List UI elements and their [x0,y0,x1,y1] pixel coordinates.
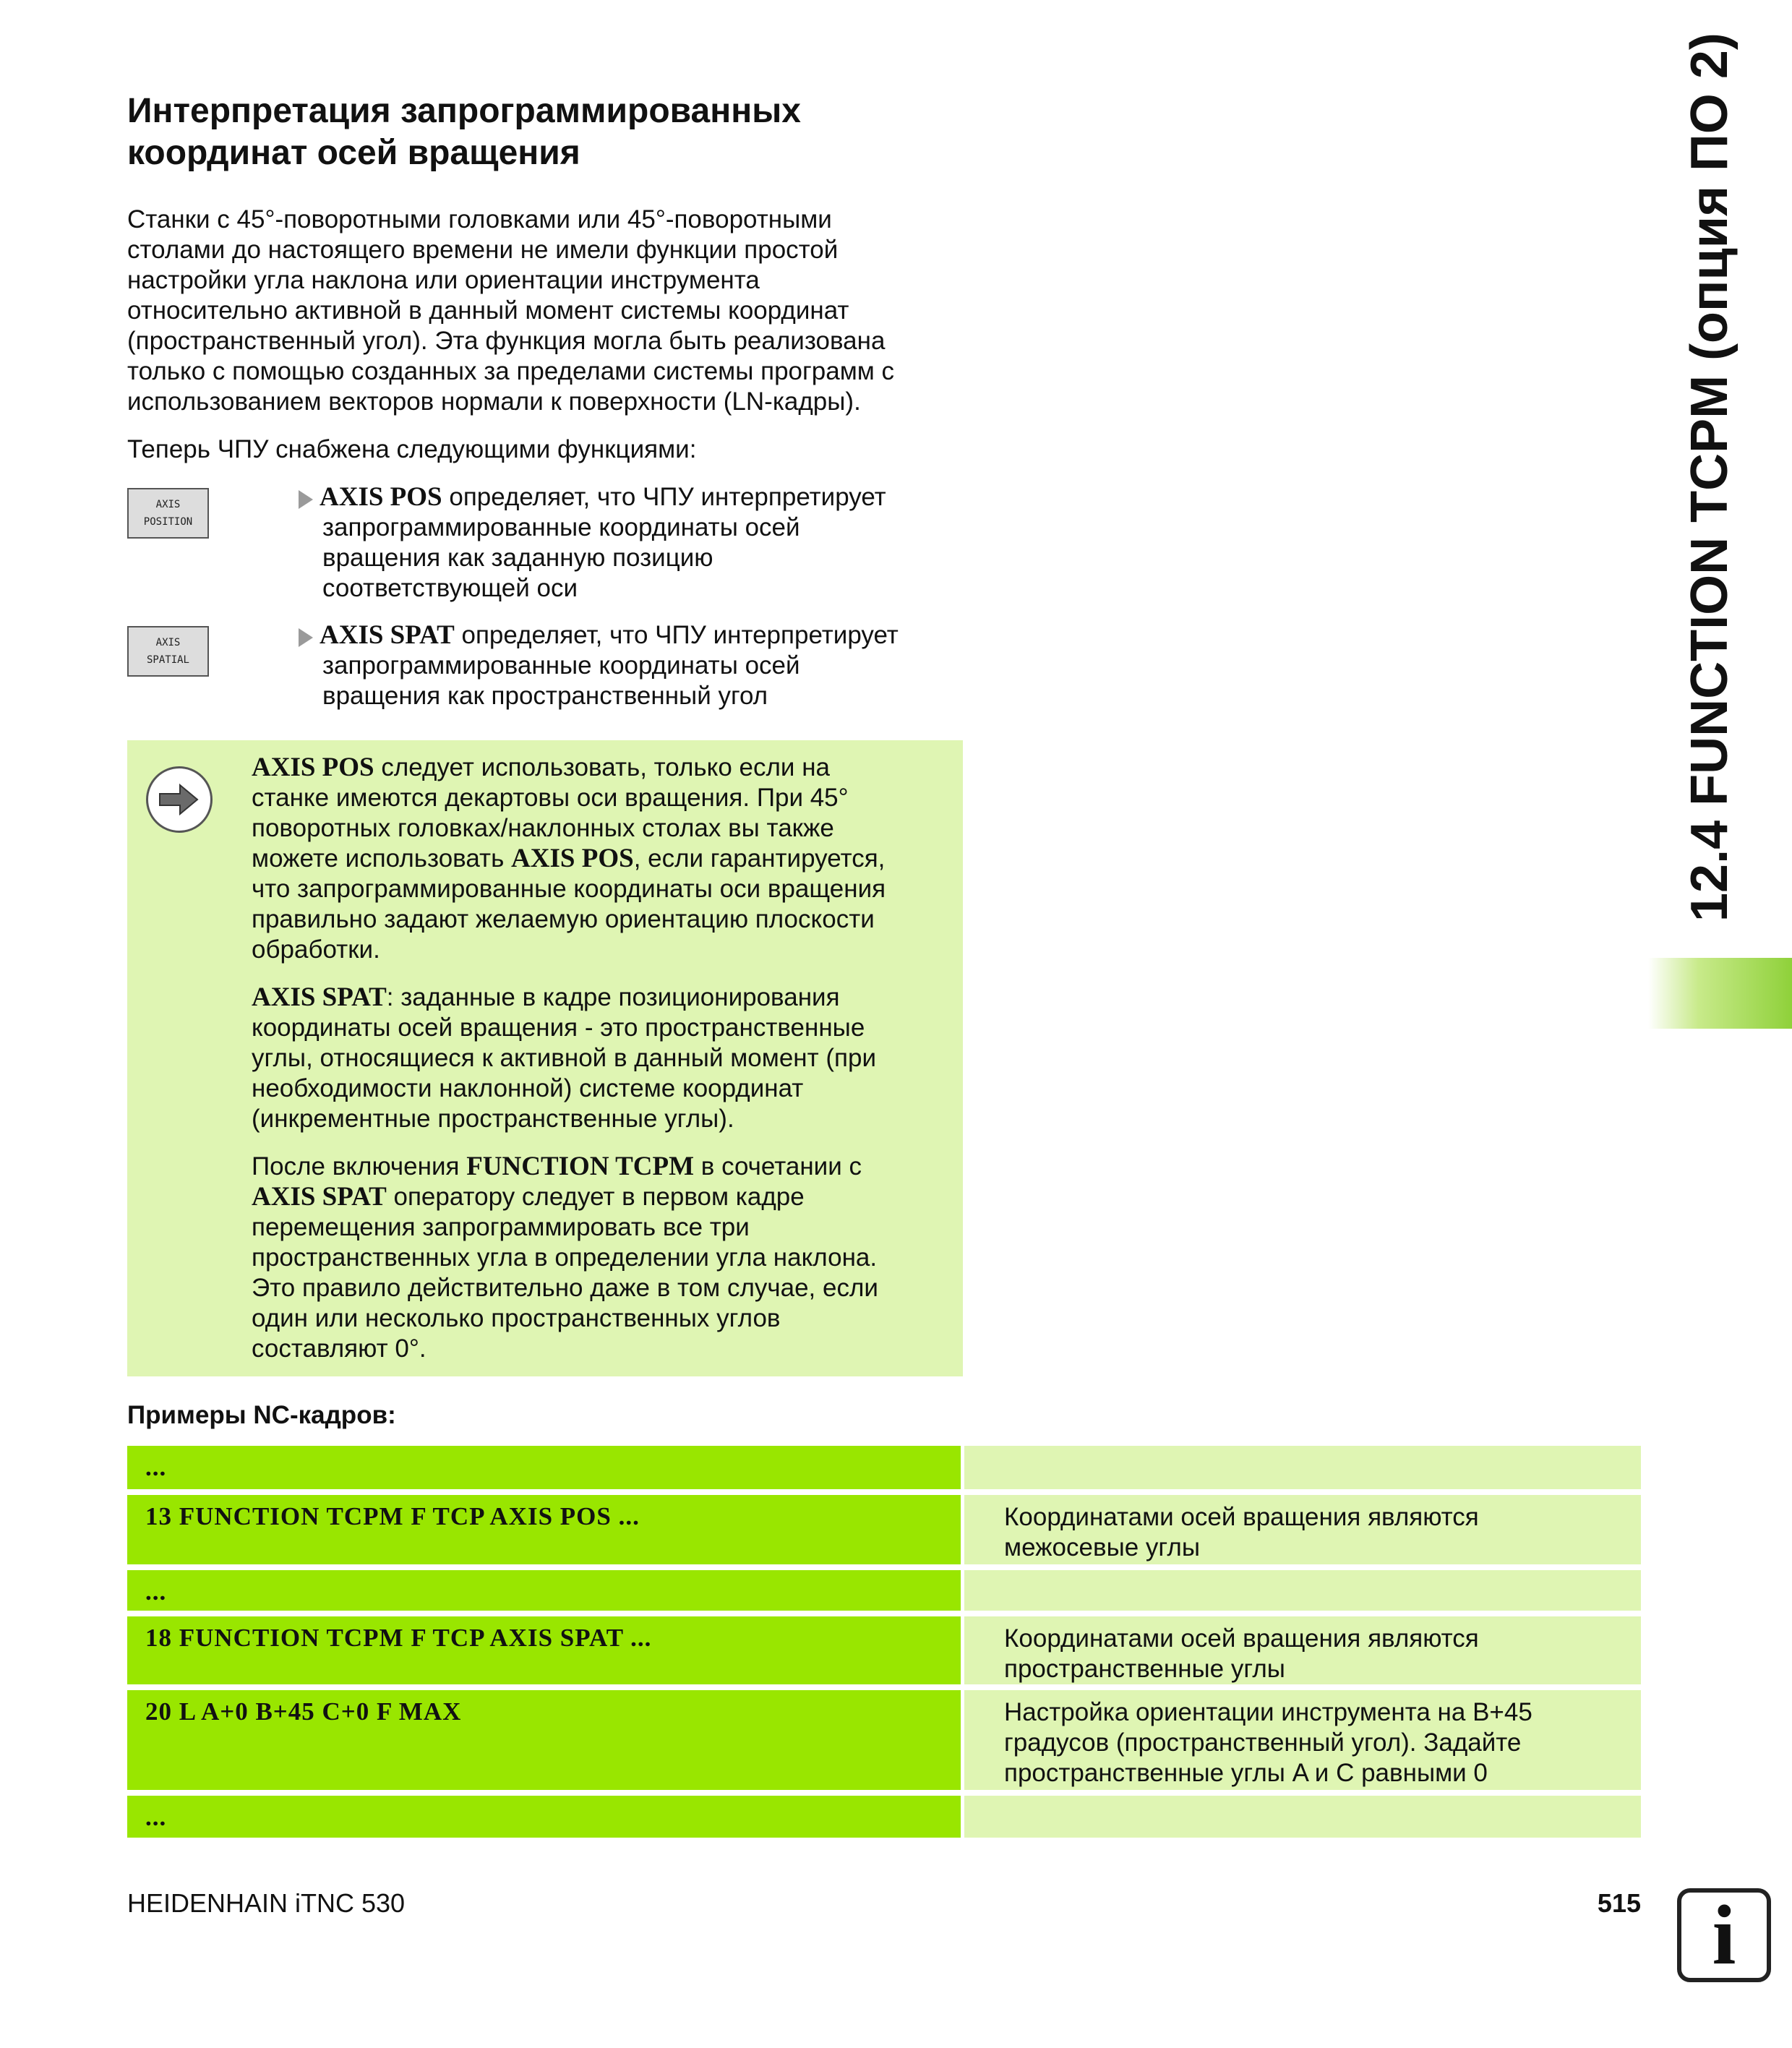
note-text [252,753,946,1381]
intro-line: столами до настоящего времени не имели функции простой [127,236,839,264]
softkey-label: SPATIAL [146,654,189,666]
bullet-line: соответствующей оси [322,574,578,602]
nc-comment-cell [964,1690,1641,1790]
lead-sentence: Теперь ЧПУ снабжена следующими функциями: [127,435,697,463]
softkey-label: POSITION [143,516,193,528]
bullet-line: запрограммированные координаты осей [322,513,800,541]
note-line: поворотных головках/наклонных столах вы также [252,814,834,842]
nc-comment-cell [964,1570,1641,1611]
intro-line: Станки с 45°-поворотными головками или 45°-поворотными [127,205,832,233]
note-line: координаты осей вращения - это пространственные [252,1014,865,1042]
bullet-line: запрограммированные координаты осей [322,651,800,680]
note-line: необходимости наклонной) системе координат [252,1074,804,1102]
note-text-span: в сочетании с [694,1152,862,1181]
note-text-span: следует использовать, только если на [374,753,830,781]
heading-line: координат осей вращения [127,134,580,172]
note-line: правильно задают желаемую ориентацию плоскости [252,905,875,933]
keyword: AXIS POS [252,753,374,782]
note-line: Это правило действительно даже в том случае, если [252,1274,878,1302]
nc-comment-line: межосевые углы [1004,1533,1200,1561]
nc-comment-cell [964,1446,1641,1489]
bullet-axis-pos [299,482,964,604]
note-line: (инкрементные пространственные углы). [252,1105,734,1133]
keyword: AXIS POS [511,844,634,873]
note-line: составляют 0°. [252,1334,426,1363]
nc-code-cell: 20 L A+0 B+45 C+0 F MAX [127,1690,961,1790]
heading-line: Интерпретация запрограммированных [127,92,801,130]
bullet-first-line [320,482,964,513]
bullet-text: определяет, что ЧПУ интерпретирует [454,621,899,649]
axis-spatial-softkey[interactable] [127,626,209,677]
note-line: пространственных угла в определении угла наклона. [252,1243,878,1272]
footer-product-name: HEIDENHAIN iTNC 530 [127,1888,406,1918]
bullet-text: определяет, что ЧПУ интерпретирует [442,483,886,511]
note-text-span: После включения [252,1152,467,1181]
intro-paragraph [127,205,973,417]
keyword: AXIS SPAT [320,620,455,650]
nc-comment-cell [964,1616,1641,1684]
arrow-right-icon [146,766,213,833]
note-paragraph [252,1152,946,1364]
note-text-span: оператору следует в первом кадре [386,1183,805,1211]
info-icon[interactable]: i [1677,1888,1771,1982]
bullet-first-line [320,620,964,651]
bullet-arrow-icon [299,628,313,647]
nc-code-cell: ... [127,1446,961,1489]
note-line: обработки. [252,935,380,964]
bullet-axis-spat [299,620,964,711]
nc-comment-line: Настройка ориентации инструмента на B+45 [1004,1698,1532,1726]
intro-line: использованием векторов нормали к поверхности (LN-кадры). [127,387,861,416]
note-line: что запрограммированные координаты оси вращения [252,875,886,903]
keyword: AXIS SPAT [252,1182,387,1212]
nc-comment-line: Координатами осей вращения являются [1004,1624,1479,1653]
keyword: AXIS SPAT [252,982,387,1012]
section-sidebar-title: 12.4 FUNCTION TCPM (опция ПО 2) [1681,33,1739,922]
nc-code-cell: 13 FUNCTION TCPM F TCP AXIS POS ... [127,1495,961,1564]
nc-comment-line: пространственные углы [1004,1655,1285,1683]
nc-comment-line: Координатами осей вращения являются [1004,1503,1479,1531]
nc-comment-line: градусов (пространственный угол). Задайте [1004,1728,1522,1757]
intro-line: относительно активной в данный момент системы координат [127,296,849,325]
nc-code-cell: 18 FUNCTION TCPM F TCP AXIS SPAT ... [127,1616,961,1684]
nc-code-cell: ... [127,1570,961,1611]
axis-position-softkey[interactable] [127,488,209,539]
note-box [127,740,963,1376]
nc-comment-cell [964,1495,1641,1564]
nc-comment-line: пространственные углы A и C равными 0 [1004,1759,1488,1787]
note-line: станке имеются декартовы оси вращения. При 45° [252,784,849,812]
note-text-span: , если гарантируется, [633,844,886,873]
bullet-arrow-icon [299,490,313,509]
intro-line: только с помощью созданных за пределами системы программ с [127,357,895,385]
bullet-line: вращения как заданную позицию [322,544,713,572]
note-line: один или несколько пространственных углов [252,1304,781,1332]
note-line: перемещения запрограммировать все три [252,1213,750,1241]
section-tab-bar [1648,958,1792,1029]
intro-line: настройки угла наклона или ориентации инструмента [127,266,760,294]
note-line: углы, относящиеся к активной в данный момент (при [252,1044,876,1072]
note-paragraph [252,753,946,965]
nc-comment-cell [964,1796,1641,1838]
bullet-line: вращения как пространственный угол [322,682,768,710]
note-text-span: : заданные в кадре позиционирования [386,983,840,1011]
page-heading [127,90,995,174]
note-paragraph [252,982,946,1134]
softkey-label: AXIS [155,499,181,510]
examples-heading: Примеры NC-кадров: [127,1401,396,1429]
intro-line: (пространственный угол). Эта функция могла быть реализована [127,327,886,355]
keyword: FUNCTION TCPM [466,1152,695,1181]
nc-code-cell: ... [127,1796,961,1838]
page-number: 515 [1597,1888,1641,1918]
note-text-span: можете использовать [252,844,512,873]
keyword: AXIS POS [320,482,442,512]
softkey-label: AXIS [155,637,181,648]
